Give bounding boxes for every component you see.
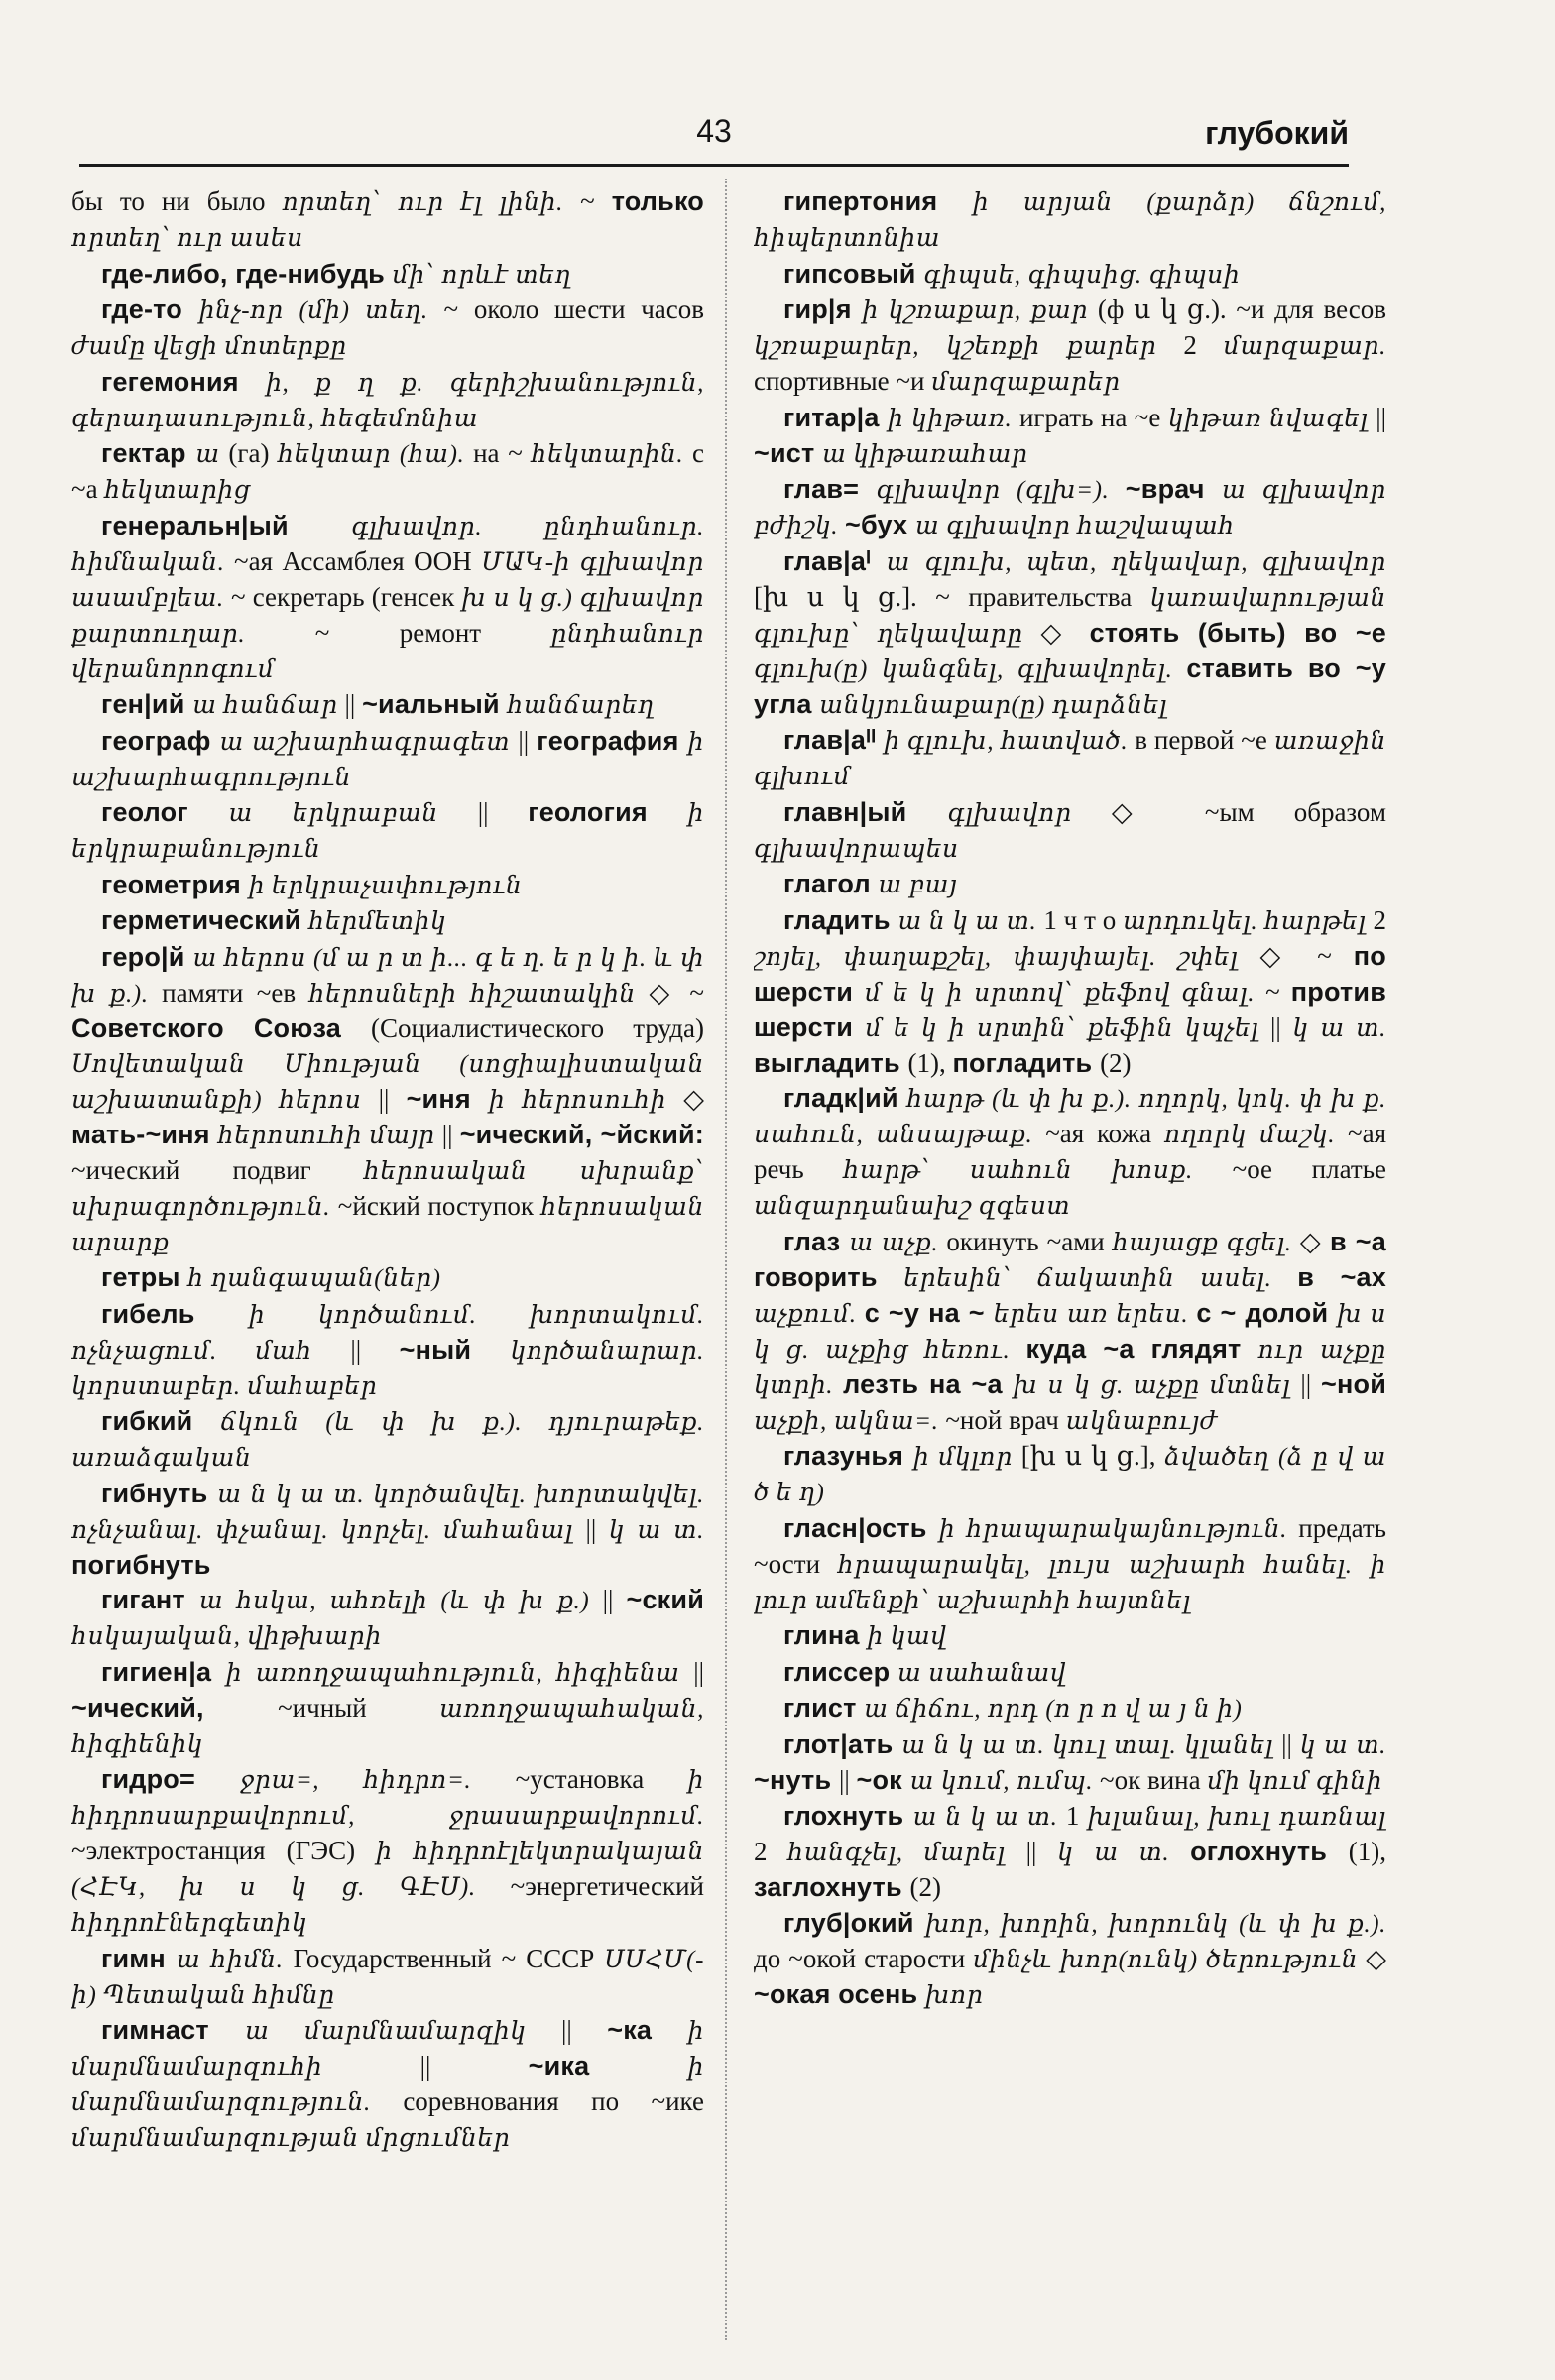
- entry-translation: հարթ (և փ խ ք.). ողորկ, կոկ. փ խ ք. սահուն, անսայթաք.: [754, 1086, 1386, 1148]
- entry-headword: куда ~а глядят: [1025, 1333, 1258, 1364]
- entry-translation: երեսին՝ ճակատին ասել.: [903, 1264, 1298, 1292]
- entry-translation: կ ա տ.: [1292, 1014, 1386, 1042]
- dictionary-entry: [754, 903, 1386, 1081]
- entry-text: (1),: [1348, 1837, 1386, 1866]
- entry-text: ||: [419, 2051, 529, 2081]
- entry-text: ||: [477, 797, 529, 827]
- dictionary-entry: [71, 724, 704, 795]
- dictionary-entry: [71, 436, 704, 508]
- entry-translation: ժամը վեցի մոտերքը: [71, 333, 347, 360]
- entry-headword: стоять (быть) во ~е: [1089, 617, 1386, 648]
- entry-headword: ~врач: [1125, 474, 1222, 504]
- dictionary-entry: [754, 1618, 1386, 1654]
- entry-text: ~электростанция (ГЭС): [71, 1836, 377, 1865]
- entry-translation: ինչ-որ (մի) տեղ.: [198, 298, 444, 324]
- entry-text: ~ая речь: [754, 1119, 1386, 1184]
- entry-text: ~ секретарь (генсек: [231, 581, 462, 612]
- entry-text: ||: [693, 1656, 704, 1687]
- entry-translation: առողջապահական, հիգիենիկ: [71, 1695, 704, 1758]
- entry-text: ||: [838, 1764, 857, 1795]
- entry-translation: ձվածեղ (ձ ը վ ա ծ ե ղ): [754, 1444, 1386, 1506]
- dictionary-entry: [71, 257, 704, 293]
- entry-translation: ընդհանուր վերանորոգում: [71, 620, 704, 683]
- entry-headword: ~ический, ~йский:: [459, 1119, 704, 1149]
- entry-translation: ՍՍՀՄ(-ի) Պետական հիմնը: [71, 1946, 704, 2009]
- entry-headword: гигиен|а: [101, 1656, 226, 1687]
- entry-headword: глот|ать: [783, 1728, 902, 1759]
- entry-headword: ставить во ~у угла: [754, 653, 1386, 719]
- entry-translation: ա ն կ ա տ.: [897, 907, 1044, 935]
- entry-translation: որտեղ՝ ուր էլ լինի.: [282, 189, 581, 216]
- dictionary-entry: [71, 868, 704, 903]
- entry-headword: в ~а говорить: [754, 1226, 1386, 1292]
- entry-text: ||: [1376, 402, 1386, 432]
- entry-headword: ~бух: [845, 510, 915, 539]
- entry-text: памяти ~ев: [162, 977, 309, 1008]
- dictionary-entry: [754, 1225, 1386, 1439]
- entry-headword: глагол: [783, 869, 879, 898]
- entry-translation: ճկուն (և փ խ ք.). դյուրաթեք. առաձգական: [71, 1409, 704, 1472]
- dictionary-entry: [71, 365, 704, 436]
- entry-translation: ա ճիճու, որդ (ո ր ո վ ա յ ն ի): [864, 1696, 1243, 1723]
- entry-translation: ի գլուխ, հատված.: [884, 728, 1136, 755]
- entry-headword: где-либо, где-нибудь: [101, 258, 393, 289]
- entry-text: ◇ ~ым образом: [1111, 796, 1386, 827]
- entry-text: на ~: [473, 438, 532, 468]
- entry-translation: ա գլուխ, պետ, ղեկավար, գլխավոր: [886, 548, 1386, 576]
- dictionary-entry: [71, 1942, 704, 2013]
- entry-translation: ի մարմնամարզություն.: [71, 2054, 704, 2116]
- entry-text: бы то ни было: [71, 186, 283, 216]
- entry-translation: հարթ՝ սահուն խոսք.: [843, 1157, 1233, 1184]
- entry-headword: ~ический,: [71, 1692, 279, 1723]
- entry-text: ~ ремонт: [314, 617, 551, 648]
- entry-translation: կիթառ նվագել: [1167, 405, 1376, 432]
- entry-translation: ա ն կ ա տ.: [912, 1804, 1066, 1831]
- entry-translation: ա բայ: [878, 872, 958, 898]
- entry-headword: где-то: [101, 295, 199, 324]
- entry-translation: ի արյան (քարձր) ճնշում, հիպերտոնիա: [754, 189, 1386, 252]
- entry-text: [խ ս կ ց.]. ~: [754, 581, 969, 612]
- entry-translation: ա երկրաբան: [228, 800, 478, 827]
- entry-translation: ի երկրաչափություն: [248, 872, 523, 899]
- entry-text: ◇ ~: [1259, 940, 1354, 971]
- entry-headword: глав|аᴵ: [783, 545, 887, 576]
- entry-text: ~ая кожа: [1045, 1119, 1164, 1148]
- entry-headword: ~ный: [399, 1334, 511, 1365]
- dictionary-entry: [71, 1297, 704, 1404]
- entry-headword: гибнуть: [101, 1478, 218, 1508]
- dictionary-entry: [754, 1799, 1386, 1905]
- entry-headword: генеральн|ый: [101, 510, 352, 540]
- entry-text: ~ический подвиг: [71, 1154, 364, 1185]
- entry-headword: ~ист: [754, 437, 823, 468]
- entry-translation: խլանալ, խուլ դառնալ: [1087, 1804, 1386, 1831]
- entry-headword: против шерсти: [754, 976, 1386, 1042]
- entry-translation: հերոսների հիշատակին: [308, 980, 650, 1008]
- entry-text: правительства: [968, 581, 1150, 612]
- entry-translation: ի կավ: [867, 1623, 947, 1650]
- entry-headword: глина: [783, 1620, 868, 1650]
- entry-translation: մի՝ որևէ տեղ: [392, 261, 572, 289]
- entry-headword: глиссер: [783, 1656, 897, 1687]
- entry-text: предать ~ости: [754, 1512, 1386, 1579]
- entry-text: ◇ ~: [649, 977, 704, 1008]
- entry-text: (1),: [907, 1047, 953, 1078]
- entry-headword: ~нуть: [754, 1764, 839, 1795]
- dictionary-entry: [71, 1655, 704, 1762]
- header-rule: [79, 164, 1349, 167]
- entry-translation: գլխավոր. ընդհանուր. հիմնական.: [71, 513, 704, 576]
- entry-headword: ~иальный: [362, 689, 508, 719]
- entry-translation: ա կում, ումպ.: [909, 1767, 1100, 1795]
- entry-headword: гетры: [101, 1262, 188, 1292]
- entry-translation: կործանարար. կորստաբեր. մահաբեր: [71, 1337, 704, 1400]
- entry-translation: արդուկել. հարթել: [1123, 907, 1374, 935]
- entry-translation: առաջին գլխում: [754, 728, 1386, 790]
- dictionary-entry: [754, 1906, 1386, 2013]
- dictionary-entry: [71, 940, 704, 1260]
- entry-headword: глаз: [783, 1226, 850, 1256]
- entry-text: 1: [1065, 1801, 1088, 1831]
- entry-headword: в ~ах: [1297, 1261, 1386, 1292]
- entry-text: ~ое платье: [1232, 1154, 1386, 1184]
- dictionary-entry: [754, 1439, 1386, 1510]
- entry-text: ◇: [1299, 1226, 1330, 1256]
- entry-translation: մ ե կ ի սրտին՝ քեֆին կպչել: [865, 1014, 1271, 1042]
- entry-translation: մի կում գինի: [1207, 1767, 1383, 1795]
- entry-translation: խ ս կ ց. աչքից հեռու.: [754, 1300, 1386, 1364]
- entry-headword: только: [611, 186, 704, 216]
- entry-headword: глуб|окий: [783, 1907, 926, 1938]
- entry-headword: выгладить: [754, 1047, 908, 1078]
- entry-translation: անզարդանախշ զգեստ: [754, 1193, 1071, 1220]
- entry-text: ◇: [683, 1083, 704, 1114]
- entry-translation: ուր աչքը կտրի.: [754, 1336, 1386, 1399]
- entry-headword: гладк|ий: [783, 1083, 907, 1113]
- entry-text: ||: [518, 725, 538, 756]
- entry-headword: геология: [528, 797, 688, 827]
- entry-translation: գլխավոր: [947, 799, 1112, 827]
- entry-translation: ի կշռաքար, քար: [862, 298, 1098, 324]
- entry-translation: ա աչք.: [849, 1229, 947, 1256]
- page-number: 43: [696, 113, 732, 149]
- entry-text: (2): [909, 1872, 941, 1902]
- dictionary-entry: [71, 687, 704, 723]
- right-column: [754, 184, 1386, 2326]
- entry-headword: гитар|а: [783, 402, 888, 432]
- entry-translation: ա հերոս (մ ա ր տ ի... գ ե ղ. ե ր կ ի. և փ խ ք.).: [71, 944, 704, 1008]
- dictionary-entry: [754, 1655, 1386, 1691]
- entry-translation: խոր: [925, 1981, 984, 2009]
- entry-headword: географ: [101, 725, 220, 756]
- entry-translation: խոր, խորին, խորունկ (և փ խ ք.).: [925, 1910, 1386, 1938]
- entry-translation: ի հերոսուհի: [488, 1086, 684, 1114]
- entry-headword: ~иня: [406, 1083, 489, 1114]
- entry-translation: ջրա=, հիդրո=.: [240, 1767, 516, 1794]
- page-header: [79, 103, 1349, 163]
- entry-translation: ա աշխարհագրագետ: [219, 728, 519, 756]
- entry-translation: ի աշխարհագրություն: [71, 728, 704, 791]
- entry-headword: гимнаст: [101, 2015, 246, 2045]
- entry-text: в первой ~е: [1135, 725, 1274, 755]
- entry-text: окинуть ~ами: [946, 1226, 1113, 1256]
- dictionary-entry: [754, 257, 1386, 293]
- entry-translation: կշռաքարեր, կշեռքի քարեր: [754, 333, 1184, 360]
- dictionary-entry: [754, 472, 1386, 543]
- entry-text: ~ок вина: [1100, 1764, 1208, 1795]
- dictionary-entry: [71, 184, 704, 256]
- entry-headword: география: [537, 725, 688, 756]
- entry-text: соревнования по ~ике: [403, 2086, 704, 2116]
- entry-translation: ակնաբույժ: [1065, 1407, 1218, 1435]
- entry-headword: ~ка: [607, 2015, 688, 2045]
- entry-text: спортивные ~и: [754, 366, 932, 396]
- entry-translation: ի մկլոր: [912, 1444, 1021, 1471]
- dictionary-entry: [754, 867, 1386, 902]
- entry-headword: гигант: [101, 1585, 199, 1614]
- entry-translation: կ ա տ.: [608, 1516, 704, 1544]
- entry-translation: հերմետիկ: [308, 908, 447, 935]
- entry-text: ||: [350, 1334, 400, 1365]
- entry-translation: հանճարեղ: [507, 692, 655, 719]
- entry-headword: гимн: [101, 1943, 177, 1973]
- entry-text: до ~окой старости: [754, 1943, 974, 1973]
- entry-headword: ~ок: [856, 1764, 910, 1795]
- entry-translation: մարզաքար.: [1223, 333, 1386, 360]
- entry-text: ~: [580, 186, 612, 216]
- entry-translation: հրապարակել, լույս աշխարհ հանել. ի լուր ամենքի՝ աշխարհի հայտնել: [754, 1551, 1386, 1614]
- entry-headword: гласн|ость: [783, 1512, 939, 1543]
- entry-headword: герметический: [101, 905, 309, 935]
- entry-text: с ~а: [71, 438, 704, 504]
- entry-headword: лезть на ~а: [843, 1368, 1014, 1399]
- entry-translation: ա սահանավ: [897, 1659, 1067, 1687]
- entry-text: ~энергетический: [510, 1871, 704, 1901]
- entry-text: 2: [1183, 330, 1224, 360]
- dictionary-entry: [71, 1762, 704, 1941]
- entry-headword: ген|ий: [101, 689, 193, 719]
- entry-headword: с ~ долой: [1196, 1297, 1338, 1328]
- entry-translation: գլուխ(ը) կանգնել, գլխավորել.: [754, 655, 1187, 683]
- entry-text: ||: [1025, 1837, 1058, 1866]
- entry-text: ◇: [1040, 617, 1090, 648]
- dictionary-entry: [71, 2013, 704, 2156]
- entry-translation: երես առ երես.: [993, 1300, 1197, 1328]
- entry-translation: ի հիդրոսարքավորում, ջրասարքավորում.: [71, 1767, 704, 1830]
- entry-translation: հեկտար (հա).: [278, 441, 474, 468]
- entry-text: ||: [561, 2015, 608, 2045]
- entry-text: ~ая Ассамблея ООН: [234, 545, 482, 576]
- entry-headword: глист: [783, 1693, 865, 1723]
- entry-headword: с ~у на ~: [864, 1297, 994, 1328]
- entry-translation: խ ս կ ց.) գլխավոր քարտուղար.: [71, 584, 704, 648]
- entry-text: ||: [344, 689, 363, 719]
- entry-translation: ա: [195, 441, 229, 468]
- entry-headword: Советского Союза: [71, 1012, 371, 1043]
- dictionary-entry: [754, 1081, 1386, 1224]
- entry-headword: главн|ый: [783, 796, 948, 827]
- entry-translation: կ ա տ.: [1299, 1731, 1386, 1759]
- entry-headword: гегемония: [101, 366, 267, 397]
- entry-text: ||: [1270, 1012, 1293, 1042]
- entry-translation: հսկայական, վիթխարի: [71, 1623, 382, 1650]
- entry-text: играть на ~е: [1018, 402, 1168, 432]
- dictionary-entry: [71, 293, 704, 364]
- dictionary-entry: [754, 401, 1386, 472]
- entry-translation: ա գլխավոր բժիշկ.: [754, 477, 1386, 539]
- entry-text: (Социалистического труда): [371, 1012, 704, 1043]
- entry-text: ||: [1300, 1368, 1322, 1399]
- entry-text: ||: [441, 1119, 460, 1149]
- entry-translation: ի առողջապահություն, հիգիենա: [225, 1659, 694, 1687]
- entry-translation: անկյունաքար(ը) դարձնել: [819, 691, 1168, 719]
- entry-text: (га): [228, 438, 279, 468]
- dictionary-entry: [71, 795, 704, 867]
- entry-translation: ա գլխավոր հաշվապահ: [914, 513, 1235, 539]
- entry-translation: մարմնամարզության մրցումներ: [71, 2125, 511, 2152]
- entry-text: ~йский поступок: [337, 1190, 541, 1221]
- entry-translation: աչքում.: [754, 1300, 865, 1328]
- entry-headword: ~окая осень: [754, 1978, 926, 2009]
- entry-headword: глазунья: [783, 1441, 913, 1471]
- entry-translation: կ ա տ.: [1057, 1840, 1191, 1866]
- left-column: [71, 184, 704, 2326]
- entry-translation: հ ղանգապան(ներ): [187, 1265, 441, 1292]
- entry-headword: глохнуть: [783, 1801, 913, 1831]
- entry-translation: Սովետական Միության (սոցիալիստական աշխատանքի) հերոս: [71, 1050, 704, 1114]
- entry-translation: աչքի, ակնա=.: [754, 1407, 946, 1435]
- dictionary-entry: [754, 1691, 1386, 1726]
- entry-headword: глав=: [783, 474, 877, 504]
- dictionary-entry: [754, 795, 1386, 867]
- entry-text: ||: [378, 1083, 407, 1114]
- dictionary-entry: [754, 544, 1386, 723]
- dictionary-entry: [71, 509, 704, 687]
- entry-translation: հեկտարին.: [531, 441, 693, 468]
- entry-translation: խ ս կ ց. աչքը մտնել: [1013, 1371, 1301, 1399]
- entry-text: ~ной врач: [945, 1404, 1066, 1435]
- entry-headword: ~ский: [626, 1585, 704, 1614]
- dictionary-entry: [71, 1477, 704, 1583]
- entry-translation: ի կիթառ.: [887, 405, 1019, 432]
- entry-translation: հերոսական արարք: [71, 1193, 704, 1256]
- entry-translation: մ ե կ ի սրտով՝ քեֆով գնալ.: [865, 979, 1266, 1007]
- entry-text: 2: [1373, 904, 1386, 935]
- dictionary-entry: [754, 1511, 1386, 1618]
- entry-text: (2): [1100, 1047, 1132, 1078]
- entry-headword: гибкий: [101, 1406, 221, 1436]
- column-divider: [725, 178, 728, 2340]
- entry-translation: ի կործանում. խորտակում. ոչնչացում. մահ: [71, 1301, 704, 1365]
- entry-translation: ա ն կ ա տ. կործանվել. խորտակվել. ոչնչանալ. փչանալ. կորչել. մահանալ: [71, 1481, 704, 1544]
- entry-translation: որտեղ՝ ուր ասես: [71, 225, 303, 252]
- entry-translation: հերոսուհի մայր: [217, 1122, 442, 1149]
- entry-text: ~ около шести часов: [443, 295, 704, 324]
- dictionary-entry: [71, 1583, 704, 1654]
- entry-text: ~ичный: [278, 1692, 440, 1723]
- entry-translation: գիպսե, գիպսից. գիպսի: [923, 261, 1241, 289]
- entry-translation: ա հսկա, ահռելի (և փ խ ք.): [198, 1588, 603, 1614]
- dictionary-entry: [754, 293, 1386, 400]
- entry-headword: погладить: [952, 1047, 1101, 1078]
- entry-headword: гладить: [783, 904, 898, 935]
- entry-translation: ի մարմնամարզուհի: [71, 2018, 704, 2081]
- entry-text: Государственный ~ СССР: [293, 1943, 605, 1973]
- entry-translation: ա հանճար: [192, 692, 345, 719]
- entry-text: 2: [754, 1837, 788, 1866]
- entry-translation: ի հիդրոէլեկտրակայան (ՀԷԿ, խ ս կ ց. ԳԷՍ).: [71, 1839, 704, 1901]
- dictionary-entry: [754, 1727, 1386, 1799]
- dictionary-entry: [754, 184, 1386, 256]
- entry-text: ◇: [1366, 1943, 1386, 1973]
- entry-headword: геро|й: [101, 941, 193, 972]
- entry-text: ||: [1281, 1728, 1300, 1759]
- entry-text: (ф ս կ ց.). ~и для весов: [1097, 295, 1386, 324]
- entry-translation: հանգչել, մարել: [787, 1840, 1026, 1866]
- entry-headword: геометрия: [101, 869, 249, 899]
- entry-headword: погибнуть: [71, 1549, 211, 1580]
- entry-headword: гибель: [101, 1298, 249, 1329]
- entry-translation: հիդրոէներգետիկ: [71, 1910, 308, 1937]
- dictionary-entry: [754, 723, 1386, 794]
- entry-text: ~установка: [515, 1764, 688, 1794]
- entry-translation: հեկտարից: [104, 477, 251, 504]
- entry-text: 1 ч т о: [1043, 904, 1124, 935]
- entry-headword: ~ной: [1321, 1368, 1386, 1399]
- entry-headword: гир|я: [783, 295, 863, 324]
- entry-headword: по шерсти: [754, 940, 1386, 1007]
- entry-translation: հայացք գցել.: [1112, 1229, 1300, 1256]
- entry-translation: ՄԱԿ-ի գլխավոր ասամբլեա.: [71, 548, 704, 612]
- entry-headword: мать-~иня: [71, 1119, 218, 1149]
- entry-headword: глав|аᴵᴵ: [783, 725, 885, 755]
- entry-headword: ~ика: [528, 2051, 688, 2081]
- entry-translation: գլխավոր (գլխ=).: [876, 477, 1126, 504]
- entry-translation: ա հիմն.: [176, 1946, 294, 1973]
- entry-headword: гектар: [101, 438, 196, 468]
- entry-translation: ա մարմնամարզիկ: [245, 2018, 562, 2045]
- entry-translation: մարզաքարեր: [931, 369, 1121, 396]
- entry-translation: ա կիթառահար: [822, 440, 1028, 468]
- entry-headword: геолог: [101, 797, 229, 827]
- entry-translation: մինչև խոր(ունկ) ծերություն: [973, 1946, 1367, 1973]
- entry-translation: ի երկրաբանություն: [71, 800, 704, 863]
- entry-headword: заглохнуть: [754, 1872, 910, 1902]
- entry-translation: կառավարության գլուխը՝ ղեկավարը: [754, 584, 1386, 648]
- entry-translation: ի հրապարակայնություն.: [938, 1515, 1299, 1543]
- entry-headword: гипертония: [783, 186, 973, 216]
- dictionary-entry: [71, 903, 704, 939]
- entry-translation: ի, ք ղ ք. գերիշխանություն, գերադասություն, հեգեմոնիա: [71, 369, 704, 432]
- entry-translation: գլխավորապես: [754, 835, 959, 863]
- entry-text: ||: [585, 1513, 609, 1544]
- entry-text: ||: [602, 1585, 627, 1614]
- entry-translation: հերոսական սխրանք՝ սխրագործություն.: [71, 1157, 704, 1221]
- entry-headword: гидро=: [101, 1764, 241, 1794]
- entry-text: [խ ս կ ց.],: [1020, 1441, 1165, 1471]
- entry-headword: гипсовый: [783, 258, 924, 289]
- entry-translation: ա ն կ ա տ. կուլ տալ. կլանել: [901, 1731, 1282, 1759]
- entry-headword: оглохнуть: [1190, 1837, 1349, 1866]
- running-head: глубокий: [1205, 115, 1349, 151]
- entry-translation: ողորկ մաշկ.: [1163, 1122, 1348, 1148]
- dictionary-entry: [71, 1260, 704, 1296]
- entry-translation: շոյել, փաղաքշել, փայփայել. շփել: [754, 943, 1260, 971]
- entry-text: ~: [1265, 976, 1291, 1007]
- dictionary-entry: [71, 1404, 704, 1476]
